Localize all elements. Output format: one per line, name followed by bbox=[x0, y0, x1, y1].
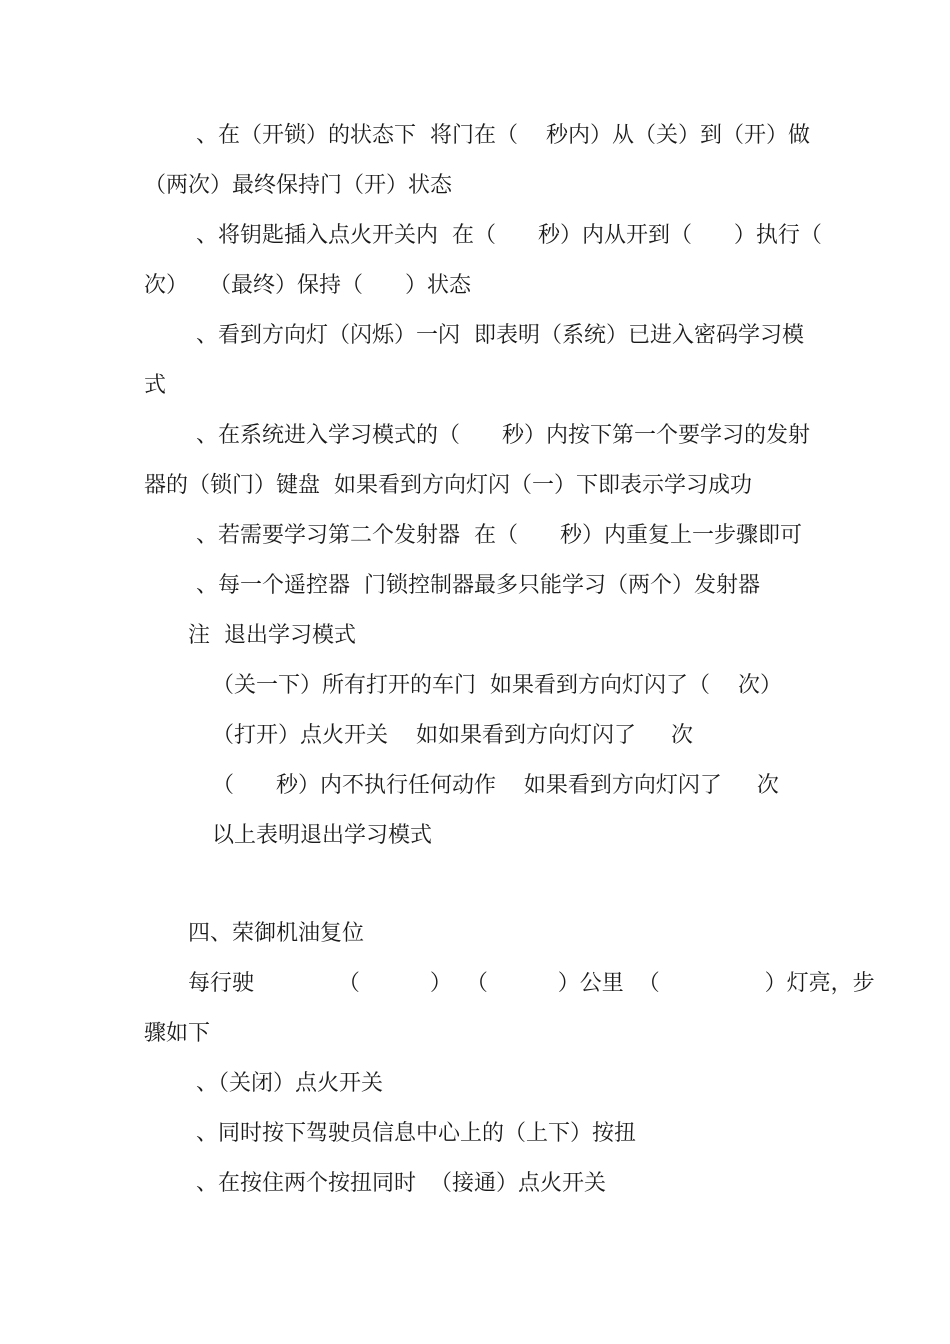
exit-method-2: （打开）点火开关 如如果看到方向灯闪了 次 bbox=[212, 723, 693, 748]
step-1-line-2: （两次）最终保持门（开）状态 bbox=[144, 173, 453, 198]
oil-reset-step-3: 、在按住两个按扭同时 （接通）点火开关 bbox=[196, 1171, 606, 1196]
exit-method-3: （ 秒）内不执行任何动作 如果看到方向灯闪了 次 bbox=[212, 773, 779, 798]
oil-reset-intro-line-1: 每行驶 （ ） （ ）公里 （ ）灯亮，步 bbox=[188, 971, 875, 996]
step-4-line-1: 、在系统进入学习模式的（ 秒）内按下第一个要学习的发射 bbox=[196, 423, 810, 448]
step-1-line-1: 、在（开锁）的状态下 将门在（ 秒内）从（关）到（开）做 bbox=[196, 123, 810, 148]
note-heading: 注 退出学习模式 bbox=[188, 623, 356, 648]
step-3-line-1: 、看到方向灯（闪烁）一闪 即表明（系统）已进入密码学习模 bbox=[196, 323, 804, 348]
step-3-line-2: 式 bbox=[144, 373, 167, 398]
step-2-line-2: 次） （最终）保持（ ）状态 bbox=[144, 273, 471, 298]
step-5-line: 、若需要学习第二个发射器 在（ 秒）内重复上一步骤即可 bbox=[196, 523, 802, 548]
exit-method-1: （关一下）所有打开的车门 如果看到方向灯闪了（ 次） bbox=[212, 673, 782, 698]
step-2-line-1: 、将钥匙插入点火开关内 在（ 秒）内从开到（ ）执行（ bbox=[196, 223, 822, 248]
exit-summary: 以上表明退出学习模式 bbox=[212, 823, 433, 848]
oil-reset-step-1: 、（关闭）点火开关 bbox=[196, 1071, 384, 1096]
oil-reset-intro-line-2: 骤如下 bbox=[144, 1021, 211, 1046]
step-4-line-2: 器的（锁门）键盘 如果看到方向灯闪（一）下即表示学习成功 bbox=[144, 473, 752, 498]
section-heading-4: 四、荣御机油复位 bbox=[188, 921, 365, 946]
step-6-line: 、每一个遥控器 门锁控制器最多只能学习（两个）发射器 bbox=[196, 573, 760, 598]
oil-reset-step-2: 、同时按下驾驶员信息中心上的（上下）按扭 bbox=[196, 1121, 637, 1146]
